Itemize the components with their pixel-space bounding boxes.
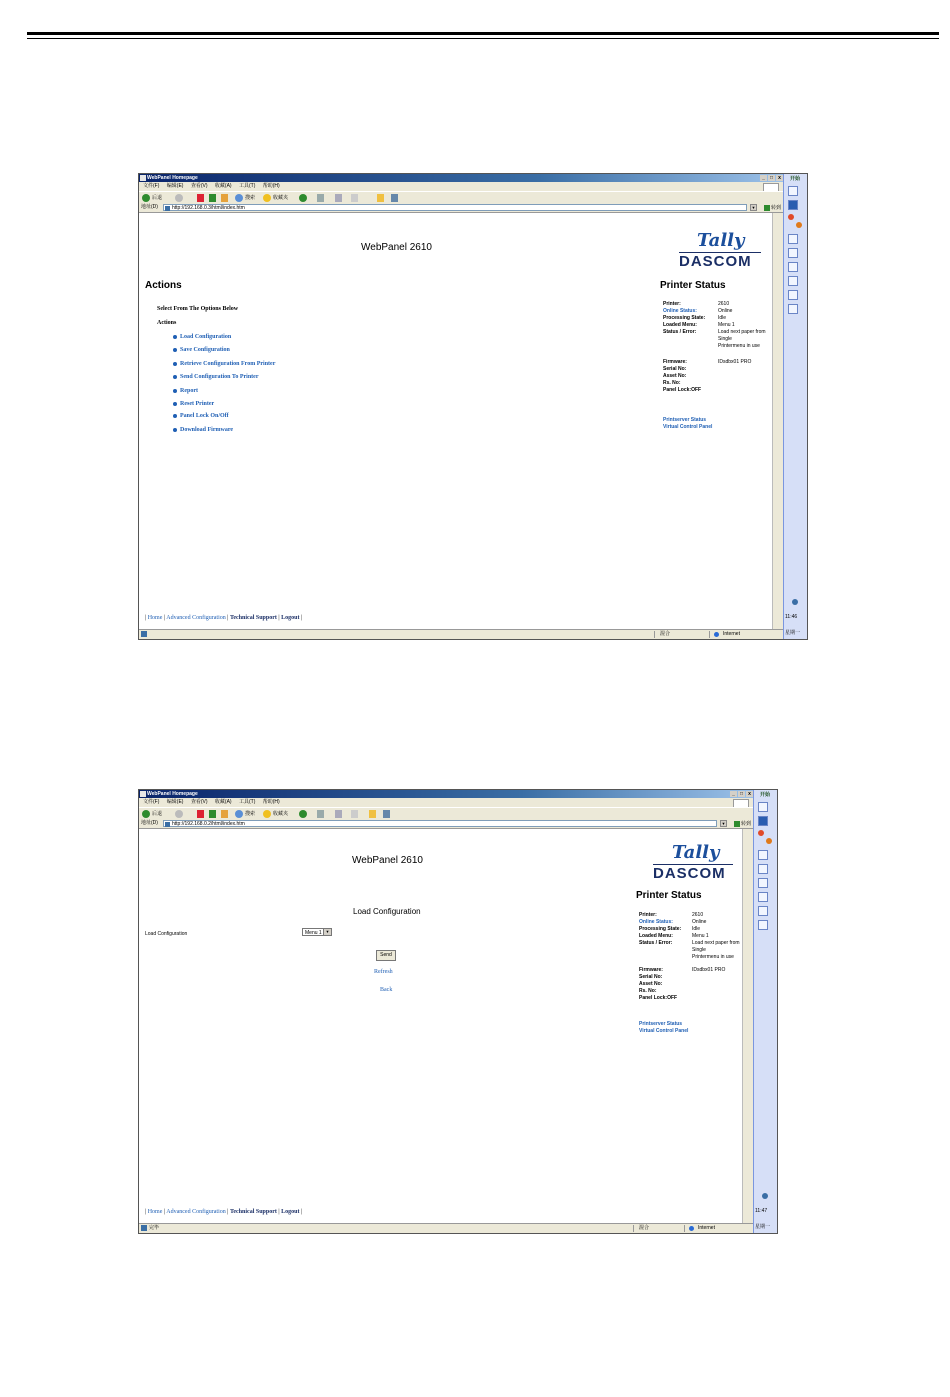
go-arrow-icon: [764, 205, 770, 211]
status-value-online: Online: [692, 919, 707, 925]
status-value-menu: Menu 1: [718, 322, 735, 328]
footer-advanced-link[interactable]: Advanced Configuration: [166, 1209, 226, 1215]
footer-logout-link[interactable]: Logout: [281, 615, 300, 621]
messenger-icon[interactable]: [391, 194, 398, 202]
address-url: http://192.168.0.3/html/index.htm: [172, 205, 245, 211]
status-label-panel-lock: Panel Lock:OFF: [639, 995, 678, 1001]
window-title-bar: [139, 174, 807, 182]
status-label-rs: Rs. No:: [639, 988, 657, 994]
bullet-icon: [173, 389, 177, 393]
menu-select[interactable]: [302, 928, 332, 936]
print-icon[interactable]: [335, 194, 342, 202]
address-label: 地址(D): [141, 820, 158, 826]
action-send-configuration[interactable]: Send Configuration To Printer: [173, 374, 259, 380]
bullet-icon: [173, 362, 177, 366]
virtual-control-panel-link[interactable]: Virtual Control Panel: [639, 1028, 689, 1034]
internet-icon: [689, 1226, 694, 1231]
menu-file[interactable]: 文件(F): [143, 799, 160, 805]
close-icon[interactable]: x: [746, 791, 753, 797]
quick-launch-bar: [783, 174, 808, 639]
page-content: [139, 829, 742, 1224]
load-configuration-title: Load Configuration: [353, 907, 421, 916]
printer-status-heading: Printer Status: [660, 280, 726, 291]
status-value-processing: Idle: [692, 926, 701, 932]
taskbar-app-icon[interactable]: [758, 892, 768, 902]
status-label-error: Status / Error:: [639, 940, 673, 946]
action-load-configuration[interactable]: Load Configuration: [173, 334, 231, 340]
minimize-icon[interactable]: _: [730, 791, 737, 797]
header-rule-thin: [27, 38, 939, 39]
go-label: 转到: [770, 205, 781, 211]
close-icon[interactable]: x: [776, 175, 783, 181]
status-bar: [139, 1223, 753, 1233]
footer-nav: | Home | Advanced Configuration | Technical Support | Logout |: [145, 1209, 303, 1215]
status-label-firmware: Firmware:: [663, 359, 687, 365]
tray-icon[interactable]: [762, 1193, 768, 1199]
taskbar-app-icon[interactable]: [796, 222, 802, 228]
status-value-printer: 2610: [718, 301, 730, 307]
taskbar-app-icon[interactable]: [788, 290, 798, 300]
tray-icon[interactable]: [792, 599, 798, 605]
stop-icon[interactable]: [197, 810, 204, 818]
address-bar: [139, 203, 783, 213]
load-configuration-label: Load Configuration: [145, 931, 188, 937]
taskbar-app-icon[interactable]: [788, 200, 798, 210]
go-button[interactable]: [764, 204, 781, 213]
internet-icon: [714, 632, 719, 637]
screenshot-2: [138, 789, 778, 1234]
footer-home-link[interactable]: Home: [147, 615, 163, 621]
taskbar-app-icon[interactable]: [788, 214, 794, 220]
printserver-status-link[interactable]: Printserver Status: [663, 417, 707, 423]
favorites-icon[interactable]: [263, 810, 271, 818]
taskbar-app-icon[interactable]: [788, 262, 798, 272]
status-value-online: Online: [718, 308, 733, 314]
refresh-icon[interactable]: [209, 810, 216, 818]
search-label[interactable]: 搜索: [245, 811, 256, 817]
menu-edit[interactable]: 编辑(E): [166, 799, 184, 805]
status-divider: [709, 631, 710, 638]
status-label-printer: Printer:: [639, 912, 657, 918]
edit-icon[interactable]: [351, 810, 358, 818]
messenger-icon[interactable]: [383, 810, 390, 818]
status-extra: 混合: [660, 631, 671, 637]
bullet-icon: [173, 335, 177, 339]
address-input[interactable]: [163, 820, 717, 827]
menu-bar: [139, 798, 753, 807]
printer-status-heading: Printer Status: [636, 890, 702, 901]
status-value-error-2: Single: [718, 336, 732, 342]
status-value-error: Load next paper from: [718, 329, 766, 335]
address-label: 地址(D): [141, 204, 158, 210]
footer-tech-link[interactable]: Technical Support: [229, 1209, 277, 1215]
header-rule-thick: [27, 32, 939, 35]
vertical-scrollbar[interactable]: [742, 829, 753, 1224]
taskbar-app-icon[interactable]: [788, 276, 798, 286]
folder-icon[interactable]: [377, 194, 384, 202]
window-title: WebPanel Homepage: [147, 175, 198, 181]
folder-icon[interactable]: [369, 810, 376, 818]
taskbar-app-icon[interactable]: [758, 906, 768, 916]
back-label[interactable]: 后退: [152, 195, 163, 201]
maximize-icon[interactable]: □: [739, 791, 744, 797]
quick-launch-bar: [753, 790, 778, 1233]
home-icon[interactable]: [221, 194, 228, 202]
actions-subheading: Actions: [157, 320, 177, 326]
favorites-icon[interactable]: [263, 194, 271, 202]
menu-help[interactable]: 帮助(H): [262, 799, 280, 805]
back-icon[interactable]: [142, 194, 150, 202]
footer-home-link[interactable]: Home: [147, 1209, 163, 1215]
minimize-icon[interactable]: _: [760, 175, 767, 181]
mail-icon[interactable]: [317, 194, 324, 202]
action-retrieve-configuration[interactable]: Retrieve Configuration From Printer: [173, 361, 275, 367]
status-label-menu: Loaded Menu:: [663, 322, 697, 328]
status-label-rs: Rs. No:: [663, 380, 681, 386]
search-icon[interactable]: [235, 810, 243, 818]
menu-tools[interactable]: 工具(T): [238, 799, 256, 805]
back-link[interactable]: Back: [380, 987, 393, 993]
taskbar-app-icon[interactable]: [788, 304, 798, 314]
status-label-processing: Processing State:: [663, 315, 706, 321]
menu-tools[interactable]: 工具(T): [238, 183, 256, 189]
status-label-serial: Serial No:: [663, 366, 687, 372]
address-url: http://192.168.0.2/html/index.htm: [172, 821, 245, 827]
status-value-error: Load next paper from: [692, 940, 740, 946]
status-value-printer: 2610: [692, 912, 704, 918]
status-extra: 混合: [639, 1225, 650, 1231]
status-value-error-2: Single: [692, 947, 706, 953]
ie-icon: [140, 791, 146, 797]
maximize-icon[interactable]: □: [769, 175, 774, 181]
go-label: 转到: [740, 821, 751, 827]
status-label-asset: Asset No:: [639, 981, 663, 987]
taskbar-clock: 11:46: [785, 614, 798, 620]
action-reset-printer[interactable]: Reset Printer: [173, 401, 214, 407]
status-value-firmware: IDsdbx01 PRO: [718, 359, 752, 365]
footer-advanced-link[interactable]: Advanced Configuration: [166, 615, 226, 621]
taskbar-app-icon[interactable]: [758, 878, 768, 888]
logo-dascom: DASCOM: [679, 253, 752, 270]
action-save-configuration[interactable]: Save Configuration: [173, 347, 230, 353]
status-value-error-3: Printermenu in use: [692, 954, 734, 960]
logo-dascom: DASCOM: [653, 865, 726, 882]
status-divider: [654, 631, 655, 638]
status-bar: [139, 629, 783, 639]
window-title-bar: [139, 790, 777, 798]
stop-icon[interactable]: [197, 194, 204, 202]
bullet-icon: [173, 414, 177, 418]
menu-favorites[interactable]: 收藏(A): [214, 183, 232, 189]
page-title: WebPanel 2610: [352, 855, 423, 866]
start-button[interactable]: 开始: [790, 176, 801, 182]
taskbar-day: 星期一: [755, 1224, 771, 1230]
status-label-online[interactable]: Online Status:: [663, 308, 697, 314]
window-title: WebPanel Homepage: [147, 791, 198, 797]
forward-icon[interactable]: [175, 194, 183, 202]
address-input[interactable]: [163, 204, 747, 211]
address-dropdown-icon[interactable]: ▼: [721, 821, 726, 826]
status-left-text: 完毕: [149, 1225, 160, 1231]
actions-heading: Actions: [145, 280, 182, 291]
page-icon: [165, 206, 170, 211]
action-report[interactable]: Report: [173, 388, 198, 394]
menu-bar: [139, 182, 783, 191]
status-label-asset: Asset No:: [663, 373, 687, 379]
menu-file[interactable]: 文件(F): [143, 183, 160, 189]
taskbar-app-icon[interactable]: [766, 838, 772, 844]
status-value-firmware: IDsdbx01 PRO: [692, 967, 726, 973]
status-label-panel-lock: Panel Lock:OFF: [663, 387, 702, 393]
footer-nav: | Home | Advanced Configuration | Technical Support | Logout |: [145, 615, 303, 621]
bullet-icon: [173, 348, 177, 352]
screenshot-1: [138, 173, 808, 640]
menu-view[interactable]: 查看(V): [190, 799, 208, 805]
page-title: WebPanel 2610: [361, 242, 432, 253]
status-label-processing: Processing State:: [639, 926, 682, 932]
vertical-scrollbar[interactable]: [772, 213, 783, 630]
status-value-menu: Menu 1: [692, 933, 709, 939]
chevron-down-icon: ▼: [323, 929, 331, 935]
refresh-icon[interactable]: [209, 194, 216, 202]
virtual-control-panel-link[interactable]: Virtual Control Panel: [663, 424, 713, 430]
go-button[interactable]: [734, 820, 751, 829]
status-value-error-3: Printermenu in use: [718, 343, 760, 349]
status-divider: [633, 1225, 634, 1232]
status-label-menu: Loaded Menu:: [639, 933, 673, 939]
action-download-firmware[interactable]: Download Firmware: [173, 427, 233, 433]
bullet-icon: [173, 428, 177, 432]
bullet-icon: [173, 402, 177, 406]
status-divider: [684, 1225, 685, 1232]
menu-help[interactable]: 帮助(H): [262, 183, 280, 189]
taskbar-app-icon[interactable]: [788, 234, 798, 244]
back-icon[interactable]: [142, 810, 150, 818]
logo-tally: Tally: [672, 842, 720, 863]
address-bar: [139, 819, 753, 829]
select-instructions: Select From The Options Below: [157, 306, 239, 312]
start-button[interactable]: 开始: [760, 792, 771, 798]
menu-view[interactable]: 查看(V): [190, 183, 208, 189]
status-label-error: Status / Error:: [663, 329, 697, 335]
footer-tech-link[interactable]: Technical Support: [229, 615, 277, 621]
page-icon: [165, 822, 170, 827]
taskbar-app-icon[interactable]: [758, 920, 768, 930]
home-icon[interactable]: [221, 810, 228, 818]
taskbar-app-icon[interactable]: [758, 864, 768, 874]
menu-select-value: Menu 1: [305, 930, 322, 936]
page-content: [139, 213, 772, 630]
history-icon[interactable]: [299, 194, 307, 202]
taskbar-app-icon[interactable]: [758, 802, 768, 812]
send-button[interactable]: Send: [376, 950, 396, 961]
edit-icon[interactable]: [351, 194, 358, 202]
status-page-icon: [141, 1225, 147, 1231]
printserver-status-link[interactable]: Printserver Status: [639, 1021, 683, 1027]
refresh-link[interactable]: Refresh: [374, 969, 393, 975]
favorites-label[interactable]: 收藏夹: [273, 811, 289, 817]
status-zone: Internet: [723, 631, 740, 637]
mail-icon[interactable]: [317, 810, 324, 818]
taskbar-app-icon[interactable]: [758, 850, 768, 860]
logo-tally: Tally: [697, 230, 745, 251]
forward-icon[interactable]: [175, 810, 183, 818]
footer-logout-link[interactable]: Logout: [281, 1209, 300, 1215]
go-arrow-icon: [734, 821, 740, 827]
status-page-icon: [141, 631, 147, 637]
back-label[interactable]: 后退: [152, 811, 163, 817]
search-icon[interactable]: [235, 194, 243, 202]
taskbar-app-icon[interactable]: [758, 816, 768, 826]
taskbar-app-icon[interactable]: [788, 186, 798, 196]
action-panel-lock[interactable]: Panel Lock On/Off: [173, 413, 229, 419]
favorites-label[interactable]: 收藏夹: [273, 195, 289, 201]
taskbar-day: 星期一: [785, 630, 801, 636]
history-icon[interactable]: [299, 810, 307, 818]
bullet-icon: [173, 375, 177, 379]
taskbar-app-icon[interactable]: [758, 830, 764, 836]
status-label-serial: Serial No:: [639, 974, 663, 980]
taskbar-clock: 11:47: [755, 1208, 768, 1214]
menu-edit[interactable]: 编辑(E): [166, 183, 184, 189]
menu-favorites[interactable]: 收藏(A): [214, 799, 232, 805]
ie-icon: [140, 175, 146, 181]
status-label-online[interactable]: Online Status:: [639, 919, 673, 925]
address-dropdown-icon[interactable]: ▼: [751, 205, 756, 210]
print-icon[interactable]: [335, 810, 342, 818]
status-label-printer: Printer:: [663, 301, 681, 307]
status-label-firmware: Firmware:: [639, 967, 663, 973]
taskbar-app-icon[interactable]: [788, 248, 798, 258]
search-label[interactable]: 搜索: [245, 195, 256, 201]
status-value-processing: Idle: [718, 315, 727, 321]
status-zone: Internet: [698, 1225, 715, 1231]
